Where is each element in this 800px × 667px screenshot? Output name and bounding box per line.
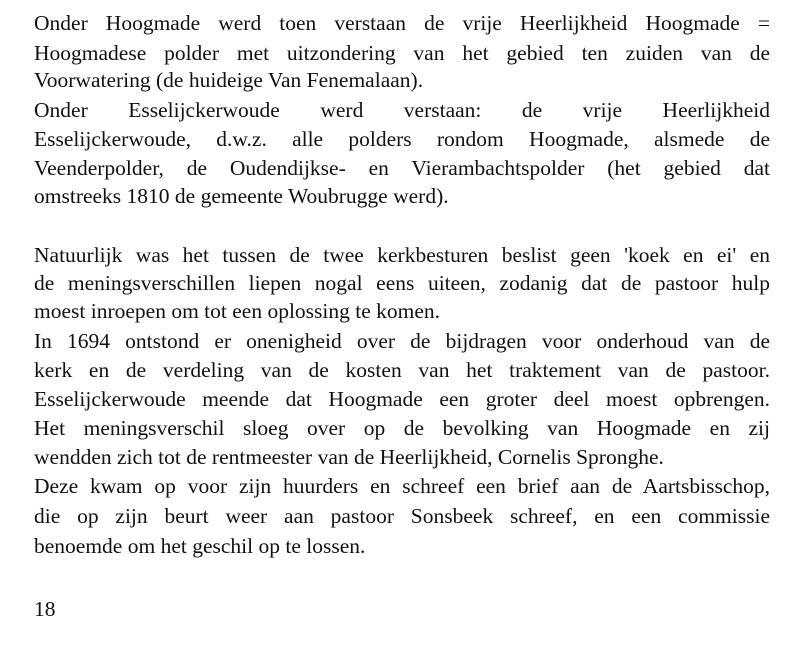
text-line: omstreeks 1810 de gemeente Woubrugge werd).	[34, 184, 449, 208]
text-line: Onder Esselijckerwoude werd verstaan: de vrije Heerlijkheid	[34, 98, 770, 122]
text-line: In 1694 ontstond er onenigheid over de bijdragen voor onderhoud van de	[34, 329, 770, 353]
text-line: Het meningsverschil sloeg over op de bevolking van Hoogmade en zij	[34, 416, 770, 440]
text-line: kerk en de verdeling van de kosten van het traktement van de pastoor.	[34, 358, 770, 382]
text-line: de meningsverschillen liepen nogal eens uiteen, zodanig dat de pastoor hulp	[34, 271, 770, 295]
text-line: Hoogmadese polder met uitzondering van het gebied ten zuiden van de	[34, 41, 770, 65]
text-line: benoemde om het geschil op te lossen.	[34, 534, 366, 558]
text-line: Natuurlijk was het tussen de twee kerkbesturen beslist geen 'koek en ei' en	[34, 243, 770, 267]
page-number: 18	[34, 597, 56, 621]
text-line: wendden zich tot de rentmeester van de Heerlijkheid, Cornelis Spronghe.	[34, 445, 664, 469]
text-line: moest inroepen om tot een oplossing te komen.	[34, 299, 441, 323]
text-line: Esselijckerwoude, d.w.z. alle polders rondom Hoogmade, alsmede de	[34, 127, 770, 151]
text-line: Esselijckerwoude meende dat Hoogmade een groter deel moest opbrengen.	[34, 387, 770, 411]
text-line: Veenderpolder, de Oudendijkse- en Vierambachtspolder (het gebied dat	[34, 156, 770, 180]
text-line: Onder Hoogmade werd toen verstaan de vrije Heerlijkheid Hoogmade =	[34, 11, 770, 35]
text-line: Voorwatering (de huideige Van Fenemalaan).	[34, 68, 424, 92]
text-line: die op zijn beurt weer aan pastoor Sonsbeek schreef, en een commissie	[34, 504, 770, 528]
text-line: Deze kwam op voor zijn huurders en schreef een brief aan de Aartsbisschop,	[34, 474, 770, 498]
